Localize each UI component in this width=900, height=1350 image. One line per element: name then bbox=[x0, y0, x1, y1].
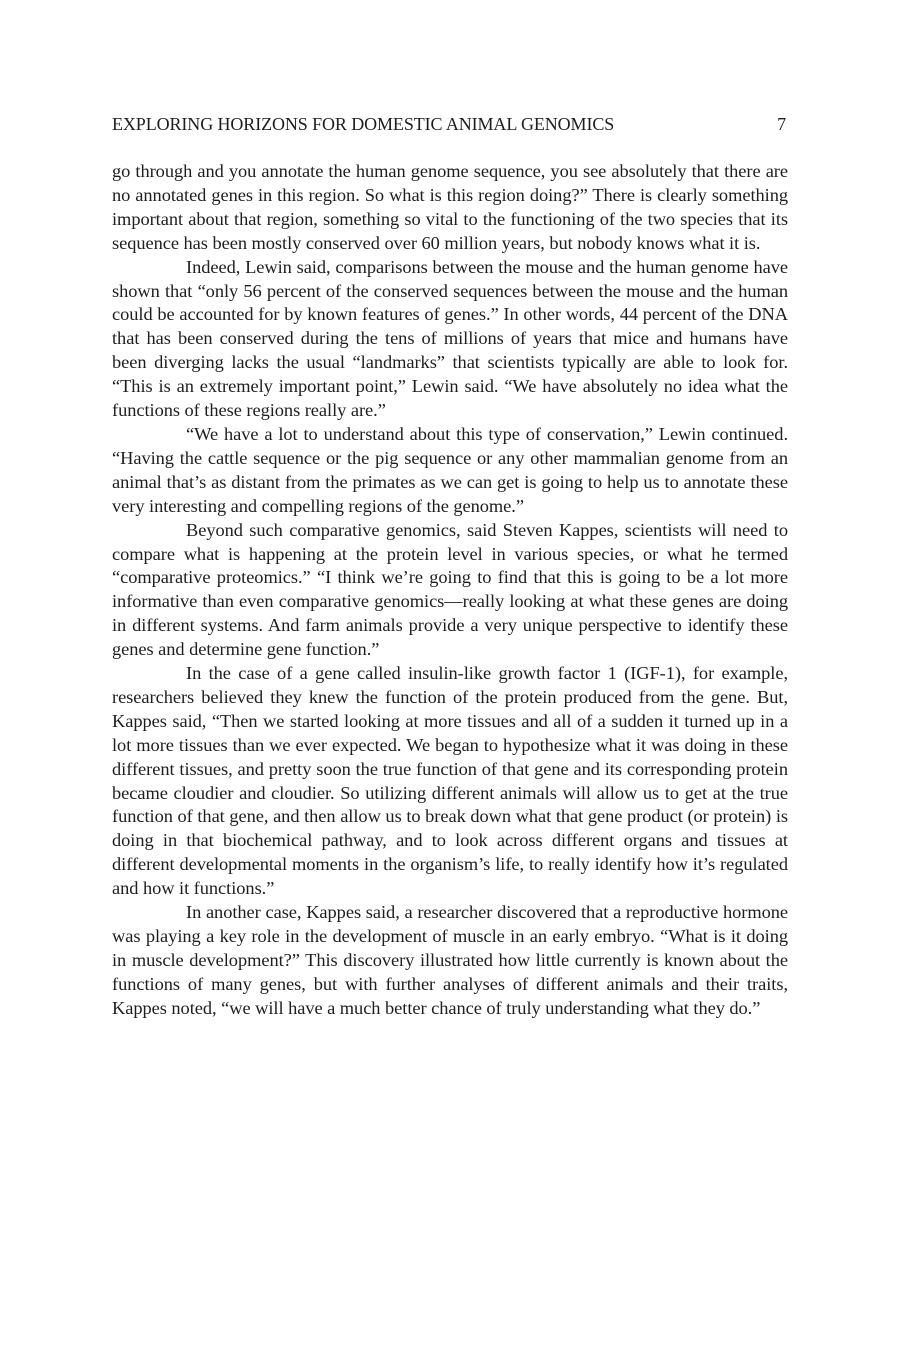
running-head-title: EXPLORING HORIZONS FOR DOMESTIC ANIMAL GENOMICS bbox=[112, 114, 615, 134]
paragraph: Indeed, Lewin said, comparisons between the mouse and the human genome have shown that “only 56 percent of the conserved sequences between the mouse and the human could be accounted for by known features of genes.” In other words, 44 percent of the DNA that has been conserved during the tens of millions of years that mice and humans have been diverging lacks the usual “landmarks” that scientists typically are able to look for. “This is an extremely important point,” Lewin said. “We have absolutely no idea what the functions of these regions really are.” bbox=[112, 256, 788, 421]
page-number: 7 bbox=[777, 114, 786, 134]
paragraph: Beyond such comparative genomics, said Steven Kappes, scientists will need to compare what is happening at the protein level in various species, or what he termed “comparative proteomics.” “I think we’re going to find that this is going to be a lot more informative than even comparative genomics—really looking at what these genes are doing in different systems. And farm animals provide a very unique perspective to identify these genes and determine gene function.” bbox=[112, 519, 788, 660]
body-text bbox=[112, 160, 788, 1021]
document-page bbox=[112, 110, 788, 1021]
paragraph: In another case, Kappes said, a researcher discovered that a reproductive hormone was playing a key role in the development of muscle in an early embryo. “What is it doing in muscle development?” This discovery illustrated how little currently is known about the functions of many genes, but with further analyses of different animals and their traits, Kappes noted, “we will have a much better chance of truly understanding what they do.” bbox=[112, 902, 788, 1018]
paragraph: “We have a lot to understand about this type of conservation,” Lewin continued. “Having the cattle sequence or the pig sequence or any other mammalian genome from an animal that’s as distant from the primates as we can get is going to help us to annotate these very interesting and compelling regions of the genome.” bbox=[112, 423, 788, 516]
paragraph-continued: go through and you annotate the human genome sequence, you see absolutely that there are no annotated genes in this region. So what is this region doing?” There is clearly something important about that region, something so vital to the functioning of the two species that its sequence has been mostly conserved over 60 million years, but nobody knows what it is. bbox=[112, 161, 788, 253]
paragraph: In the case of a gene called insulin-like growth factor 1 (IGF-1), for example, researchers believed they knew the function of the protein produced from the gene. But, Kappes said, “Then we started looking at more tissues and all of a sudden it turned up in a lot more tissues than we ever expected. We began to hypothesize what it was doing in these different tissues, and pretty soon the true function of that gene and its corresponding protein became cloudier and cloudier. So utilizing different animals will allow us to get at the true function of that gene, and then allow us to break down what that gene product (or protein) is doing in that biochemical pathway, and to look across different organs and tissues at different developmental moments in the organism’s life, to really identify how it’s regulated and how it functions.” bbox=[112, 663, 788, 899]
running-header bbox=[112, 110, 788, 138]
